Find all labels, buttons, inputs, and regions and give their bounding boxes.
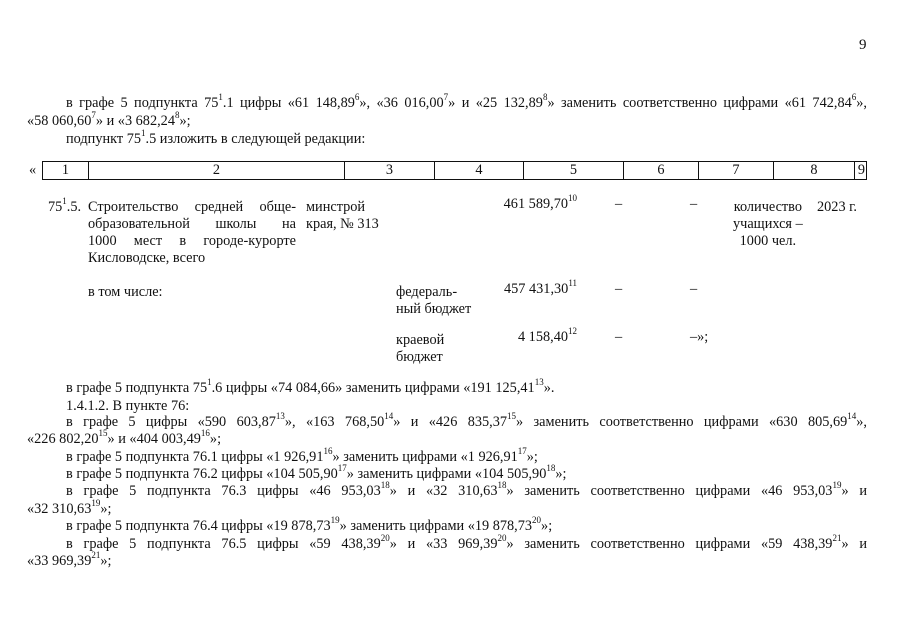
row3-amount: 4 158,40$^{12}$ (517, 326, 577, 345)
row2-col6: – (615, 281, 623, 297)
after-p6-line2: «32 310,63$^{19}$»; (27, 498, 112, 517)
table-header-cell: 5 (524, 162, 624, 179)
row3-col7: –»; (690, 329, 709, 345)
row1-description: Строительство средней обще- образовательной школы на 1000 мест в городе-курорте Кисловодске, всего (88, 199, 296, 266)
row1-col8: количество учащихся – 1000 чел. (733, 199, 803, 249)
table-header-cell: 3 (345, 162, 435, 179)
table-header-cell: 7 (699, 162, 774, 179)
para1-line2: «58 060,60$^7$» и «3 682,24$^8$»; (27, 110, 191, 129)
table-header-cell: 2 (89, 162, 345, 179)
row1-number: $75^1.5$. (48, 196, 82, 215)
after-p6-line1: в графе 5 подпункта 76.3 цифры «46 953,03$^{18}$» и «32 310,63$^{18}$» заменить соответственно цифрами «46 953,03$^{19}$» и (66, 480, 867, 499)
row1-amount: 461 589,70$^{10}$ (503, 193, 577, 212)
table-header-cell: 9 (857, 162, 866, 178)
table-header-cell: 1 (43, 162, 89, 179)
row1-col3: минстрой края, № 313 (306, 199, 379, 232)
row3-col4: краевой бюджет (396, 332, 445, 365)
table-open-quote: « (29, 162, 37, 178)
page-number: 9 (859, 37, 867, 53)
table-header-cell: 6 (624, 162, 699, 179)
table-header-cell: 8 (774, 162, 855, 179)
table-header-cell: 4 (435, 162, 524, 179)
row2-col4: федераль- ный бюджет (396, 284, 472, 317)
table-header-row (42, 161, 867, 180)
row2-description: в том числе: (88, 284, 163, 300)
after-p3-line2: «226 802,20$^{15}$» и «404 003,49$^{16}$»; (27, 428, 222, 447)
after-p8-line2: «33 969,39$^{21}$»; (27, 550, 112, 569)
row2-col7: – (690, 281, 698, 297)
row1-col6: – (615, 196, 623, 212)
row2-amount: 457 431,30$^{11}$ (503, 278, 577, 297)
para2: подпункт $75^1.5$ изложить в следующей редакции: (66, 128, 366, 147)
row1-col7: – (690, 196, 698, 212)
after-p7: в графе 5 подпункта 76.4 цифры «19 878,73$^{19}$» заменить цифрами «19 878,73$^{20}$»; (66, 515, 553, 534)
after-p8-line1: в графе 5 подпункта 76.5 цифры «59 438,39$^{20}$» и «33 969,39$^{20}$» заменить соответственно цифрами «59 438,39$^{21}$» и (66, 533, 867, 552)
after-p4: в графе 5 подпункта 76.1 цифры «1 926,91$^{16}$» заменить цифрами «1 926,91$^{17}$»; (66, 446, 538, 465)
para1-line1: в графе 5 подпункта $75^1.1$ цифры «61 148,89$^6$», «36 016,00$^7$» и «25 132,89$^8$» заменить соответственно цифрами «61 742,84$^6$», (66, 92, 867, 111)
after-p1: в графе 5 подпункта $75^1.6$ цифры «74 084,66» заменить цифрами «191 125,41$^{13}$». (66, 377, 555, 396)
row1-col9: 2023 г. (817, 199, 857, 215)
after-p5: в графе 5 подпункта 76.2 цифры «104 505,90$^{17}$» заменить цифрами «104 505,90$^{18}$»; (66, 463, 567, 482)
after-p3-line1: в графе 5 цифры «590 603,87$^{13}$», «163 768,50$^{14}$» и «426 835,37$^{15}$» заменить соответственно цифрами «630 805,69$^{14}$», (66, 411, 868, 430)
after-p2: 1.4.1.2. В пункте 76: (66, 398, 190, 414)
row3-col6: – (615, 329, 623, 345)
